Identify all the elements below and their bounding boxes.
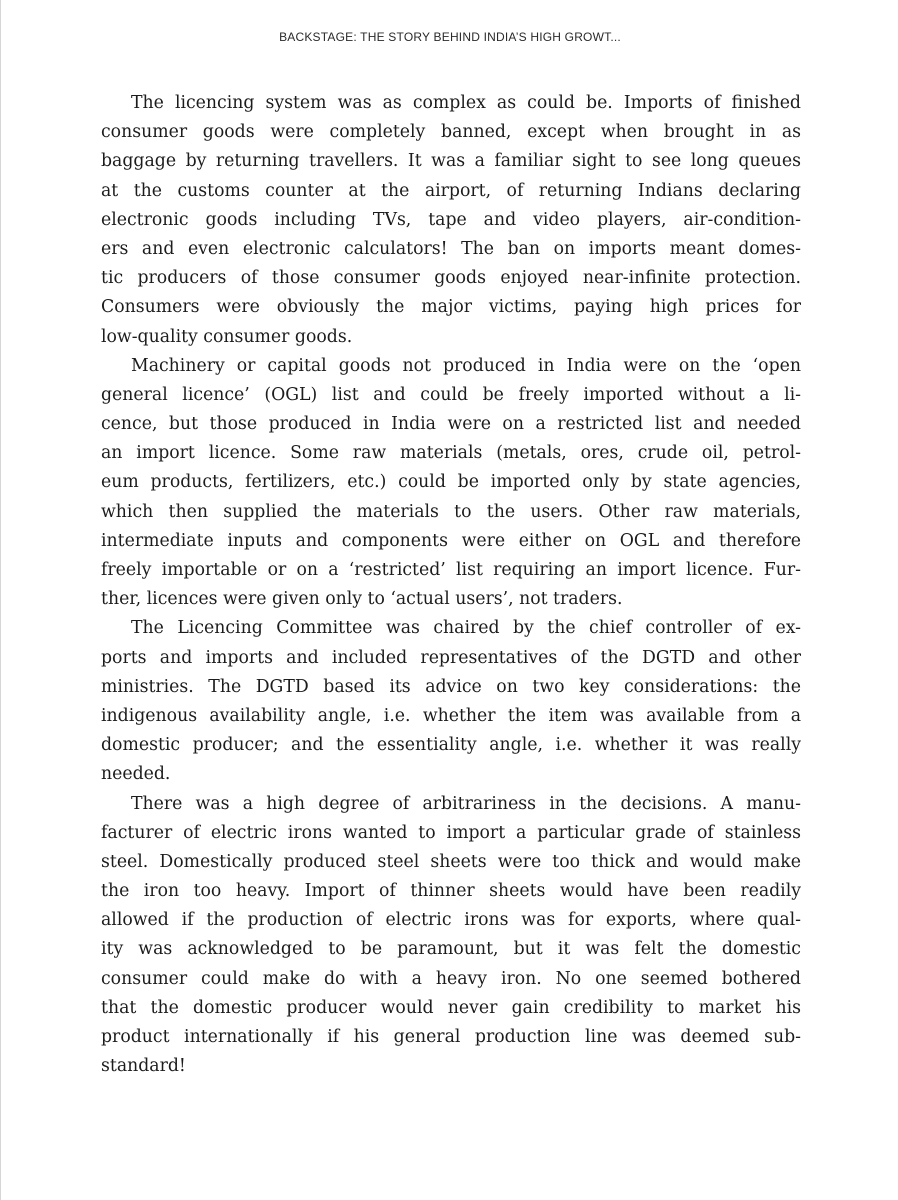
text-line: There was a high degree of arbitrariness in the decisions. A manu-: [131, 793, 801, 814]
text-line: product internationally if his general production line was deemed sub-: [101, 1027, 801, 1047]
text-line: allowed if the production of electric irons was for exports, where qual-: [101, 910, 801, 931]
text-line: consumer could make do with a heavy iron. No one seemed bothered: [101, 968, 801, 989]
text-line: baggage by returning travellers. It was a familiar sight to see long queues: [101, 151, 801, 172]
text-line: ports and imports and included representatives of the DGTD and other: [101, 647, 801, 668]
body-text: [101, 89, 801, 1081]
text-line: facturer of electric irons wanted to import a particular grade of stainless: [101, 822, 801, 843]
text-line: electronic goods including TVs, tape and video players, air-condition-: [101, 209, 801, 230]
text-line: low-quality consumer goods.: [101, 326, 353, 347]
text-line: which then supplied the materials to the users. Other raw materials,: [101, 501, 801, 522]
text-line: freely importable or on a ‘restricted’ list requiring an import licence. Fur-: [101, 560, 801, 580]
text-line: general licence’ (OGL) list and could be freely imported without a li-: [101, 384, 801, 405]
text-line: consumer goods were completely banned, except when brought in as: [101, 122, 801, 143]
text-line: Machinery or capital goods not produced in India were on the ‘open: [131, 355, 801, 376]
text-line: The licencing system was as complex as could be. Imports of finished: [131, 93, 801, 113]
text-line: the iron too heavy. Import of thinner sheets would have been readily: [101, 881, 801, 902]
text-line: steel. Domestically produced steel sheets were too thick and would make: [101, 851, 801, 872]
text-line: needed.: [101, 764, 171, 785]
text-line: that the domestic producer would never gain credibility to market his: [101, 997, 801, 1018]
text-line: eum products, fertilizers, etc.) could be imported only by state agencies,: [101, 472, 801, 493]
text-line: intermediate inputs and components were either on OGL and therefore: [101, 530, 801, 551]
running-head: BACKSTAGE: THE STORY BEHIND INDIA’S HIGH GROWT...: [279, 30, 621, 44]
text-line: ers and even electronic calculators! The ban on imports meant domes-: [101, 238, 801, 259]
text-line: an import licence. Some raw materials (metals, ores, crude oil, petrol-: [101, 443, 801, 464]
text-line: ther, licences were given only to ‘actual users’, not traders.: [101, 589, 623, 610]
text-line: The Licencing Committee was chaired by the chief controller of ex-: [131, 618, 801, 639]
paragraph: [101, 790, 801, 1082]
text-line: domestic producer; and the essentiality angle, i.e. whether it was really: [101, 735, 801, 756]
text-line: ministries. The DGTD based its advice on two key considerations: the: [101, 676, 801, 697]
text-line: ity was acknowledged to be paramount, but it was felt the domestic: [101, 939, 801, 960]
text-line: at the customs counter at the airport, of returning Indians declaring: [101, 180, 801, 201]
text-line: indigenous availability angle, i.e. whether the item was available from a: [101, 705, 801, 726]
paragraph: [101, 352, 801, 615]
text-line: Consumers were obviously the major victims, paying high prices for: [101, 297, 801, 318]
paragraph: [101, 89, 801, 352]
text-line: standard!: [101, 1056, 186, 1077]
paragraph: [101, 614, 801, 789]
text-line: cence, but those produced in India were on a restricted list and needed: [101, 414, 801, 435]
text-line: tic producers of those consumer goods enjoyed near-infinite protection.: [101, 268, 801, 289]
